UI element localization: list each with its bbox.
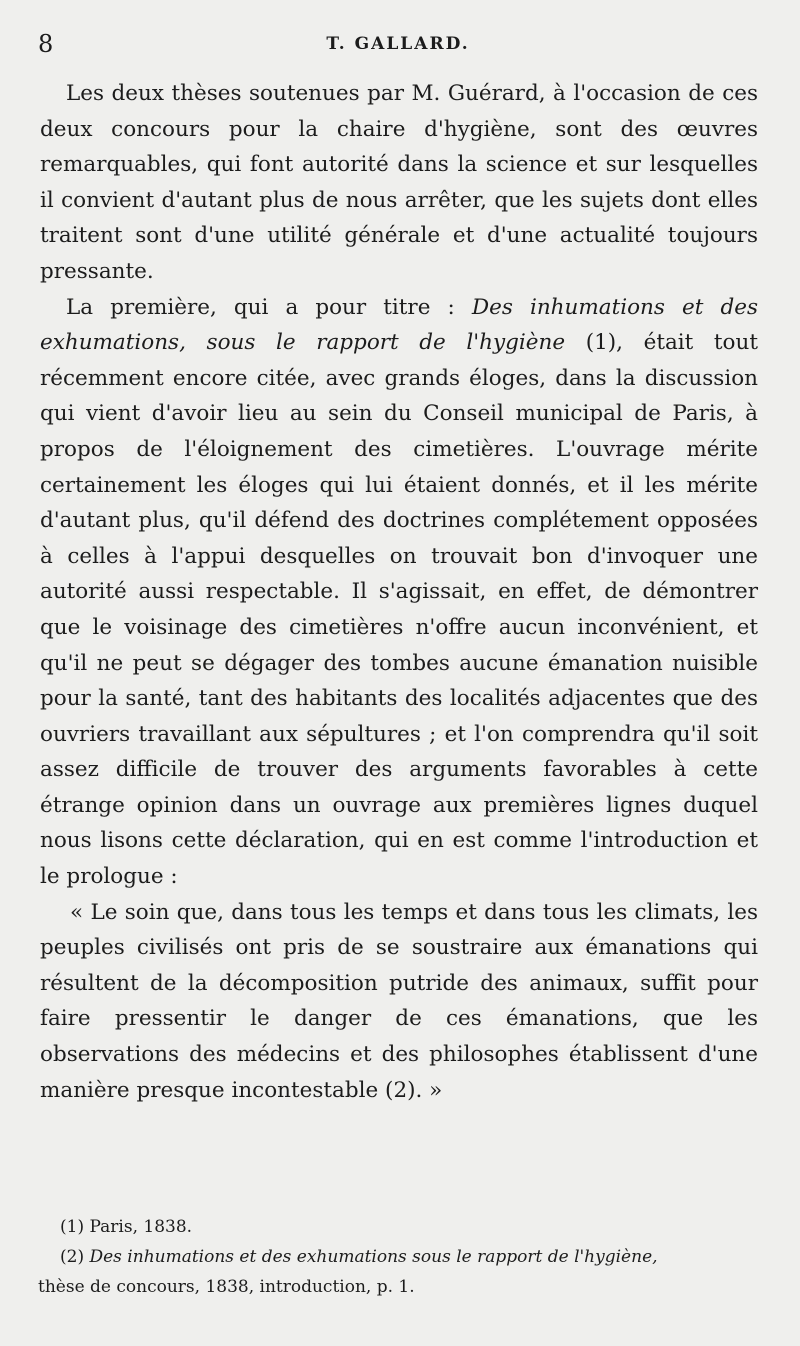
paragraph-1: Les deux thèses soutenues par M. Guérard, à l'occasion de ces deux concours pour la chaire d'hygiène, sont des œuvres remarquables, qui font autorité dans la science et sur lesquelles il convient d'autant plus de nous arrêter, que les sujets dont elles traitent sont d'une utilité générale et d'une actualité toujours pressante. [40,81,758,284]
footnote-1: (1) Paris, 1838. [60,1217,193,1237]
footnote-2-marker: (2) [60,1247,90,1267]
footnotes [38,1212,760,1302]
running-head: T. GALLARD. [326,34,470,54]
thesis-title: Des inhumations et des exhumations, sous le rapport de l'hygiène [40,294,758,356]
footnote-2 [60,1242,760,1272]
paragraph-2-body: (1), était tout récemment encore citée, avec grands éloges, dans la discussion qui vient d'avoir lieu au sein du Conseil municipal de Paris, à propos de l'éloignement des cimetières. L'ouvrage mérite certainement les éloges qui lui étaient donnés, et il les mérite d'autant plus, qu'il défend des doctrines complétement opposées à celles à l'appui desquelles on trouvait bon d'invoquer une autorité aussi respectable. Il s'agissait, en effet, de démontrer que le voisinage des cimetières n'offre aucun inconvénient, et qu'il ne peut se dégager des tombes aucune émanation nuisible pour la santé, tant des habitants des localités adjacentes que des ouvriers travaillant aux sépultures ; et l'on comprendra qu'il soit assez difficile de trouver des arguments favorables à cette étrange opinion dans un ouvrage aux premières lignes duquel nous lisons cette déclaration, qui en est comme l'introduction et le prologue : [40,330,758,890]
body-text [40,76,758,1108]
page-number: 8 [38,30,54,58]
paragraph-2 [40,290,758,895]
page-header [38,30,758,60]
quotation: « Le soin que, dans tous les temps et dans tous les climats, les peuples civilisés ont pris de se soustraire aux émanations qui résultent de la décomposition putride des animaux, suffit pour faire pressentir le danger de ces émanations, que les observations des médecins et des philosophes établissent d'une manière presque incontestable (2). » [40,899,758,1103]
footnote-2-continuation: thèse de concours, 1838, introduction, p. 1. [38,1277,415,1297]
paragraph-2-lead: La première, qui a pour titre : [66,294,472,320]
footnote-2-title: Des inhumations et des exhumations sous le rapport de l'hygiène, [89,1247,658,1267]
